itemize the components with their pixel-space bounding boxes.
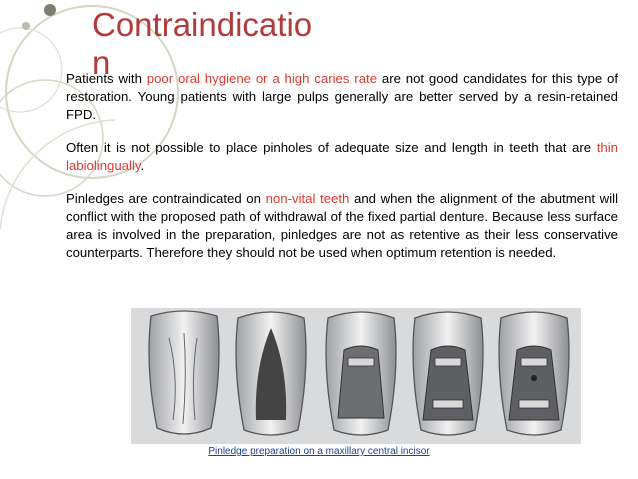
highlight-thin-labiolingually: thin labiolingually [66,140,618,173]
tooth-4 [413,312,483,435]
tooth-2 [236,312,306,435]
highlight-non-vital-teeth: non-vital teeth [265,191,350,206]
paragraph-oral-hygiene [66,70,618,124]
paragraph-2-text-start: Often it is not possible to place pinholes of adequate size and length in teeth that are [66,140,597,155]
paragraph-3-text-start: Pinledges are contraindicated on [66,191,266,206]
tooth-preparation-figure [131,308,581,444]
paragraph-2-text-end: . [140,158,145,173]
paragraph-thin-teeth [66,139,618,175]
tooth-3 [326,312,396,435]
tooth-5 [499,312,569,435]
paragraph-1-text-start: Patients with [66,71,147,86]
tooth-drawings [131,308,581,444]
slide-title: Contraindication [92,6,313,81]
paragraph-non-vital [66,190,618,262]
tooth-1 [149,311,219,434]
decor-dot-light [22,22,30,30]
slide-body [66,70,618,277]
paragraph-1-text-end: are not good candidates for this type of restoration. Young patients with large pulps generally are better served by a resin-retained FPD. [66,71,618,122]
decor-dot-dark [44,4,56,16]
highlight-oral-hygiene: poor oral hygiene or a high caries rate [146,71,378,86]
paragraph-3-text-end: and when the alignment of the abutment will conflict with the proposed path of withdrawal of the fixed partial denture. Because less surface area is involved in the preparation, pinledges are not as retentive as their less conservative counterparts. Therefore they should not be used when optimum retention is needed. [66,191,619,260]
figure-caption: Pinledge preparation on a maxillary central incisor [208,446,430,457]
